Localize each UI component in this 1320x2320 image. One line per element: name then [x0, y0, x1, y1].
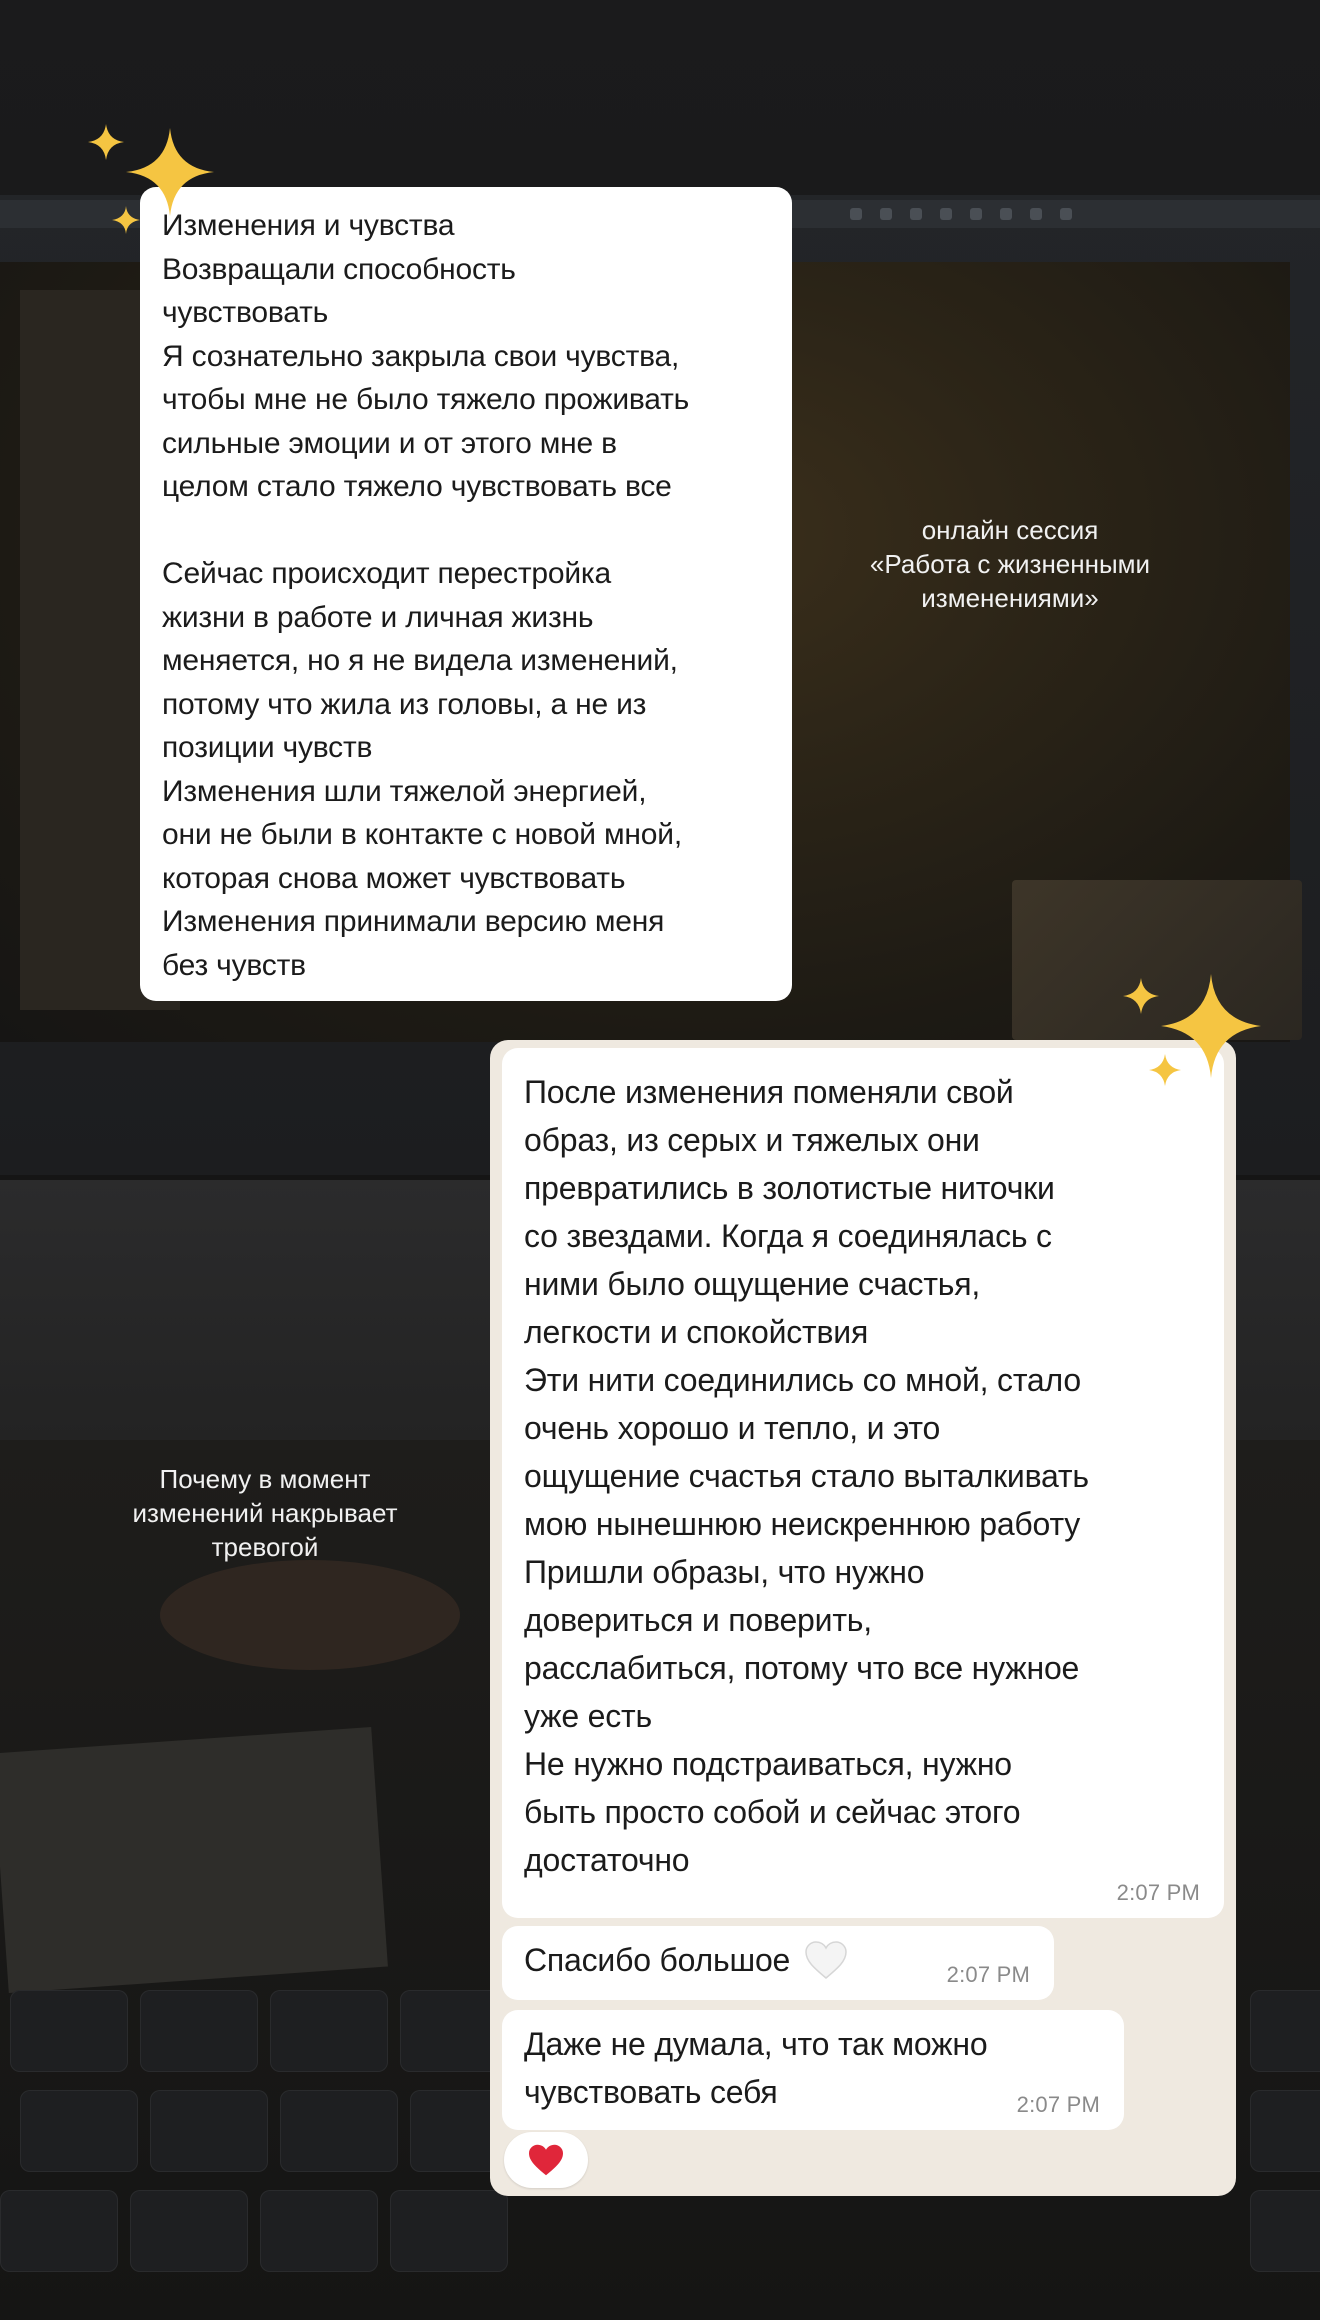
- white-heart-emoji-icon: [804, 1940, 848, 1980]
- session-caption: онлайн сессия «Работа с жизненными изменениями»: [869, 515, 1151, 613]
- message-bubble-feelings: [140, 187, 792, 1001]
- message-bubble-thanks: [502, 1926, 1054, 2000]
- sparkle-icon: [1115, 970, 1265, 1110]
- message-time: 2:07 PM: [1116, 1880, 1200, 1905]
- reaction-badge[interactable]: [504, 2132, 588, 2188]
- message-time: 2:07 PM: [1016, 2092, 1100, 2117]
- sparkle-icon: [80, 122, 220, 262]
- notes-paper: [0, 1727, 388, 1993]
- message-text: Спасибо большое: [524, 1942, 791, 1978]
- message-bubble-feel-myself: [502, 2010, 1124, 2130]
- chat-screenshot: [490, 1040, 1236, 2196]
- message-text: После изменения поменяли свой образ, из серых и тяжелых они превратились в золотистые ниточки со звездами. Когда я соединялась с ними было ощущение счастья, легкости и спокойствия Эти нити соединились со мной, стало очень хорошо и тепло, и это ощущение счастья стало выталкивать мою нынешнюю неискреннюю работу Пришли образы, что нужно довериться и поверить, расслабиться, потому что все нужное уже есть Не нужно подстраиваться, нужно быть просто собой и сейчас этого достаточно: [524, 1074, 1089, 1878]
- message-text: Даже не думала, что так можно чувствовать себя: [524, 2026, 988, 2110]
- question-caption: Почему в момент изменений накрывает тревогой: [132, 1464, 398, 1562]
- red-heart-emoji-icon: [527, 2143, 565, 2177]
- message-bubble-images: [502, 1048, 1224, 1918]
- message-time: 2:07 PM: [946, 1962, 1030, 1987]
- message-text: Изменения и чувства Возвращали способность чувствовать Я сознательно закрыла свои чувства, чтобы мне не было тяжело проживать сильные эмоции и от этого мне в целом стало тяжело чувствовать все Сейчас происходит перестройка жизни в работе и личная жизнь меняется, но я не видела изменений, потому что жила из головы, а не из позиции чувств Изменения шли тяжелой энергией, они не были в контакте с новой мной, которая снова может чувствовать Изменения принимали версию меня без чувств: [162, 209, 690, 982]
